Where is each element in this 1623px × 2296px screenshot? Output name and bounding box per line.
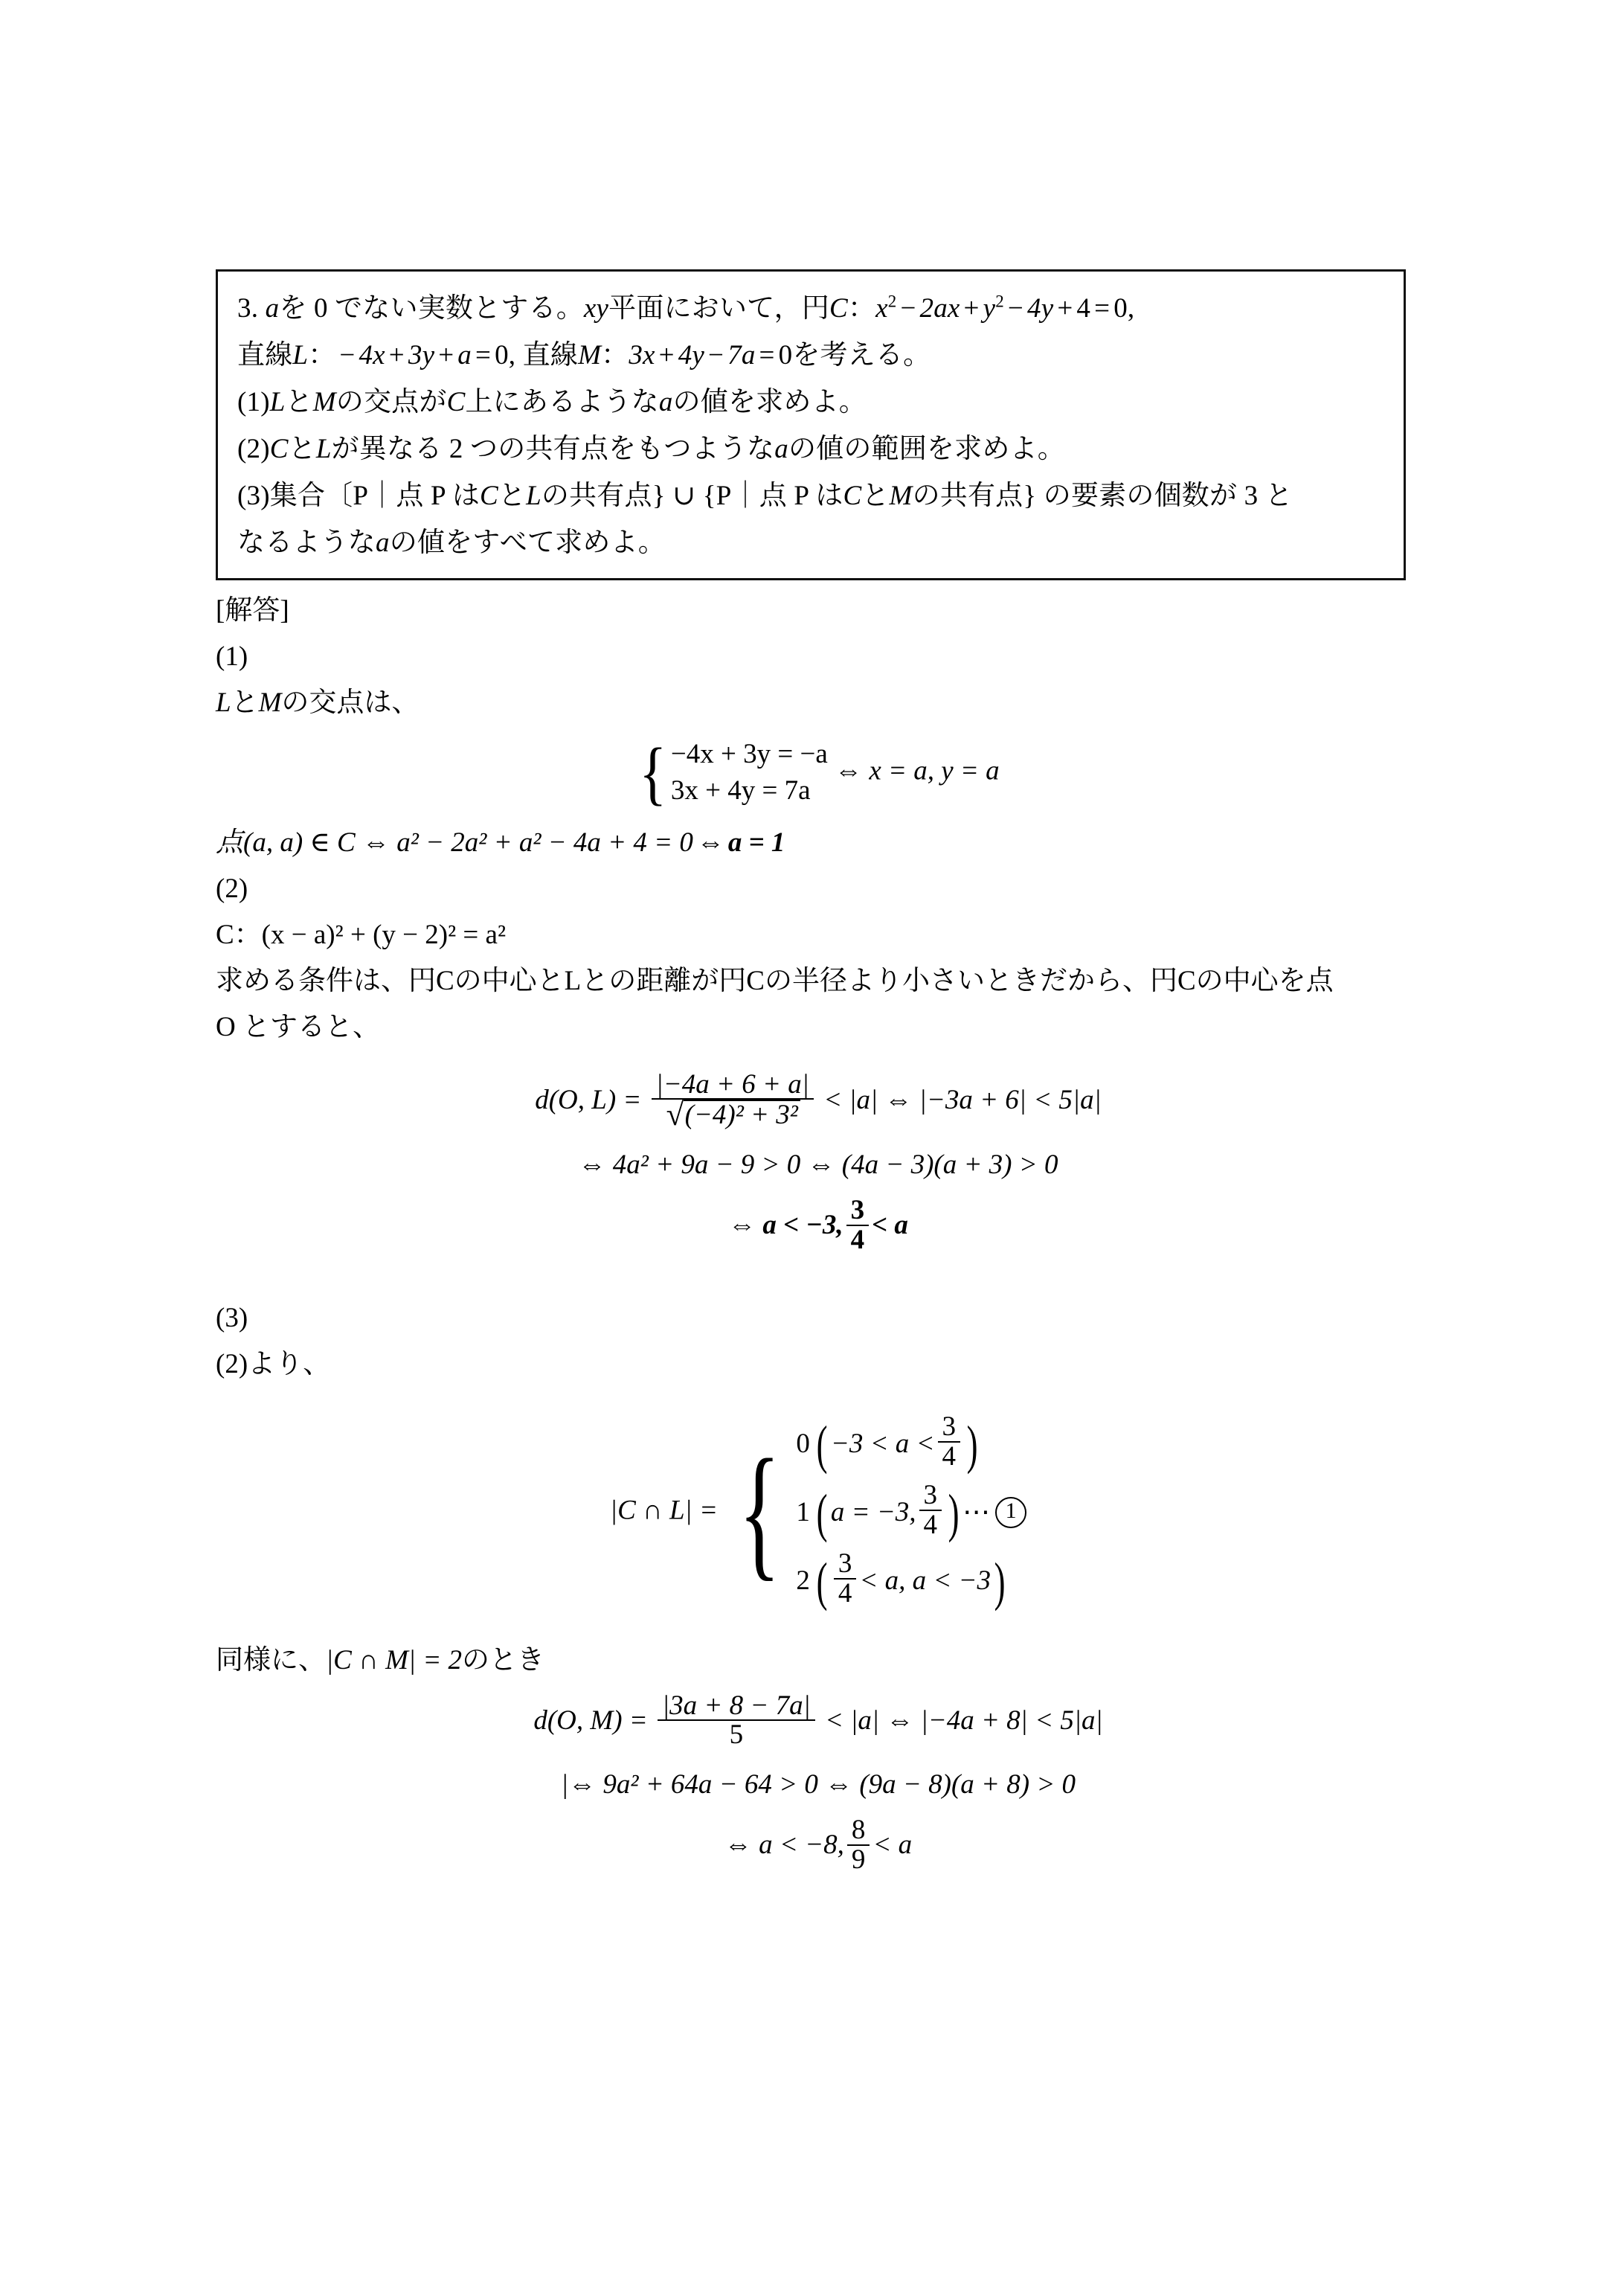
plus-4: + — [438, 340, 454, 371]
cases-row-3 — [796, 1547, 1026, 1615]
part3-answer-fraction — [847, 1816, 870, 1873]
part3-answer-suffix: < a — [872, 1830, 913, 1861]
cases-row-2-frac-num: 3 — [923, 1479, 938, 1510]
cases-rows — [796, 1410, 1026, 1615]
cases-row-1-fraction — [938, 1413, 961, 1470]
spacer-11 — [216, 1808, 1421, 1818]
cases-row-2-value: 1 — [796, 1497, 810, 1528]
part3-label: (3) — [216, 1302, 248, 1333]
var-M-2: M — [312, 387, 336, 417]
q2-prefix: (2) — [237, 434, 270, 464]
part3-step2-expr: |⇔ 9a² + 64a − 64 > 0 ⇔ (9a − 8)(a + 8) > 0 — [560, 1769, 1076, 1800]
var-C-5: C — [843, 481, 862, 511]
part2-label: (2) — [216, 873, 248, 904]
zero-1: 0, — [495, 340, 516, 371]
system-row-2: 3x + 4y = 7a — [670, 775, 811, 806]
distance-L-lhs: d(O, L) = — [535, 1084, 642, 1115]
cases-row-2-frac-den: 4 — [919, 1510, 942, 1539]
reference-number-circled: 1 — [995, 1497, 1026, 1528]
term-4y: 4y — [1027, 293, 1054, 324]
part1-intro-tail: の交点は、 — [281, 687, 420, 718]
part3-from2: (2)より、 — [216, 1348, 331, 1379]
similarly-prefix: 同様に、 — [216, 1644, 326, 1675]
cases-row-1-frac-den: 4 — [938, 1441, 961, 1471]
union-symbol: ∪ — [672, 481, 696, 511]
plus-5: + — [658, 340, 675, 371]
spacer-9 — [216, 1684, 1421, 1694]
var-C-1: C — [829, 293, 848, 324]
distance-M-relation: < |a| ⇔ |−4a + 8| < 5|a| — [825, 1705, 1103, 1736]
colon-1: ： — [847, 293, 876, 324]
q3-mid5: の共有点} の要素の個数が 3 と — [912, 481, 1293, 511]
minus-1: − — [900, 293, 916, 324]
var-M-1: M — [578, 340, 602, 371]
cases-row-2-fraction — [919, 1481, 942, 1539]
part3-answer-frac-num: 8 — [851, 1815, 866, 1846]
var-M-4: M — [258, 687, 282, 718]
distance-M-lhs: d(O, M) = — [533, 1705, 648, 1736]
problem-line-4 — [237, 426, 1384, 472]
cases-row-3-value: 2 — [796, 1565, 810, 1597]
distance-M-numerator: |3a + 8 − 7a| — [661, 1690, 811, 1721]
spacer-3 — [216, 1051, 1421, 1073]
term-7a-1: 7a — [727, 340, 756, 371]
circle-label: 円 — [801, 293, 830, 324]
term-2ax: 2ax — [919, 293, 960, 324]
paren-open-3: ( — [816, 1551, 828, 1612]
distance-L-fraction — [652, 1068, 814, 1131]
var-C-4: C — [480, 481, 498, 511]
part3-similarly-line — [216, 1638, 1421, 1684]
plus-2: + — [1057, 293, 1073, 324]
var-L-1: L — [292, 340, 309, 371]
plus-3: + — [388, 340, 405, 371]
cases-row-1 — [796, 1410, 1026, 1478]
var-L-5: L — [216, 687, 231, 718]
paren-close-2: ) — [948, 1483, 960, 1543]
problem-statement-box — [216, 269, 1406, 580]
spacer-7 — [216, 1388, 1421, 1410]
term-4x-1: 4x — [359, 340, 385, 371]
similarly-suffix: のとき — [462, 1644, 545, 1675]
var-M-3: M — [889, 481, 913, 511]
spacer-8 — [216, 1615, 1421, 1638]
term-3x-1: 3x — [629, 340, 655, 371]
part2-step2-expr: ⇔ 4a² + 9a − 9 > 0 ⇔ (4a − 3)(a + 3) > 0 — [578, 1149, 1058, 1181]
spacer-6 — [216, 1257, 1421, 1295]
part3-answer-prefix: ⇔ a < −8, — [724, 1830, 844, 1861]
part2-condition-line-1: 求める条件は、円Cの中心とLとの距離が円Cの半径より小さいときだから、円Cの中心を点 — [216, 965, 1334, 996]
part2-circle-standard-form: C：(x − a)² + (y − 2)² = a² — [216, 919, 507, 950]
colon-3: ： — [601, 340, 629, 371]
part2-answer-line — [216, 1195, 1421, 1256]
spacer-1 — [216, 726, 1421, 737]
cases-lhs: |C ∩ L| = — [609, 1495, 718, 1526]
cases-row-1-cond-prefix: −3 < a < — [830, 1428, 935, 1460]
cases-row-3-frac-den: 4 — [834, 1578, 857, 1608]
zero-2: 0 — [778, 340, 793, 371]
part2-distance-equation — [216, 1068, 1421, 1132]
part2-answer-frac-num: 3 — [850, 1195, 865, 1226]
part2-step2 — [216, 1142, 1421, 1188]
spacer-2 — [216, 809, 1421, 820]
paren-close-1: ) — [966, 1414, 978, 1475]
linear-system — [637, 733, 828, 812]
part3-answer-frac-den: 9 — [847, 1844, 870, 1874]
q3-mid3: {P｜点 P は — [702, 481, 843, 511]
line-label-L: 直線 — [237, 340, 293, 371]
ellipsis-tag: ⋯ — [962, 1497, 993, 1528]
part3-cases-equation — [216, 1410, 1421, 1615]
minus-3: − — [339, 340, 356, 371]
term-3y-1: 3y — [408, 340, 435, 371]
var-L-3: L — [315, 434, 332, 464]
sqrt-radicand: (−4)² + 3² — [684, 1100, 800, 1129]
exp-2-b: 2 — [995, 292, 1004, 311]
var-C-2: C — [446, 387, 466, 417]
var-L-2: L — [269, 387, 286, 417]
var-a-1: a — [265, 293, 280, 324]
problem-text-2: 平面において， — [608, 293, 802, 324]
cases-system — [724, 1410, 1026, 1615]
colon-2: ： — [308, 340, 336, 371]
var-L-4: L — [526, 481, 541, 511]
sqrt-icon — [666, 1100, 800, 1129]
q3-mid2: の共有点} — [541, 481, 666, 511]
cases-row-2-cond-prefix: a = −3, — [830, 1497, 916, 1528]
distance-L-relation: < |a| ⇔ |−3a + 6| < 5|a| — [823, 1084, 1102, 1115]
line-label-M: 直線 — [522, 340, 579, 371]
system-rows — [671, 737, 828, 809]
cases-row-1-value: 0 — [796, 1428, 810, 1460]
var-a-3: a — [658, 387, 673, 417]
part2-answer-prefix: ⇔ a < −3, — [728, 1210, 843, 1241]
cases-row-3-cond-suffix: < a, a < −3 — [859, 1565, 992, 1597]
part2-answer-suffix: < a — [872, 1210, 908, 1241]
q3-mid4: と — [861, 481, 890, 511]
q1-mid1: と — [285, 387, 313, 417]
spacer-5 — [216, 1188, 1421, 1199]
cases-row-3-fraction — [834, 1550, 857, 1607]
cases-row-3-frac-num: 3 — [838, 1548, 852, 1579]
part1-point-line — [216, 820, 1421, 866]
left-brace-icon: { — [639, 733, 667, 812]
equals-3: = — [759, 340, 775, 371]
var-C-3: C — [269, 434, 289, 464]
system-result: ⇔ x = a, y = a — [835, 755, 1000, 786]
problem-line-2 — [237, 332, 1384, 379]
problem-line-6 — [237, 519, 1384, 566]
part3-step2 — [216, 1762, 1421, 1808]
problem-line-1 — [237, 285, 1384, 332]
term-4y-1: 4y — [678, 340, 705, 371]
problem-text-1: を 0 でない実数とする。 — [279, 293, 584, 324]
spacer-4 — [216, 1132, 1421, 1142]
q3-tail-2: の値をすべて求めよ。 — [389, 527, 666, 558]
q1-tail: の値を求めよ。 — [672, 387, 867, 417]
q1-mid2: の交点が — [335, 387, 447, 417]
and-1: と — [231, 687, 259, 718]
minus-4: − — [708, 340, 724, 371]
paren-close-3: ) — [994, 1551, 1006, 1612]
system-row-1: −4x + 3y = −a — [670, 739, 828, 769]
problem-text-3: を考える。 — [792, 340, 931, 371]
plus-1: + — [963, 293, 980, 324]
solution-body — [216, 588, 1421, 1876]
paren-open-1: ( — [816, 1414, 828, 1475]
xy-plane-var: xy — [583, 293, 609, 324]
q1-prefix: (1) — [237, 387, 270, 417]
distance-L-numerator: |−4a + 6 + a| — [655, 1068, 809, 1100]
cases-row-1-frac-num: 3 — [942, 1411, 957, 1442]
minus-2: − — [1007, 293, 1023, 324]
equals-1: = — [1094, 293, 1111, 324]
problem-line-3 — [237, 379, 1384, 426]
exp-2-a: 2 — [887, 292, 897, 311]
part3-answer-line — [216, 1815, 1421, 1876]
part1-intro — [216, 680, 1421, 726]
q2-tail: の値の範囲を求めよ。 — [788, 434, 1065, 464]
q2-mid2: が異なる 2 つの共有点をもつような — [331, 434, 775, 464]
part2-answer-frac-den: 4 — [846, 1225, 870, 1254]
const-4: 4 — [1076, 293, 1091, 324]
problem-number: 3. — [237, 293, 266, 324]
left-brace-tall-icon: { — [739, 1429, 781, 1594]
equals-2: = — [475, 340, 492, 371]
part1-system-equation — [216, 733, 1421, 812]
var-y-1: y — [983, 293, 996, 324]
paren-open-2: ( — [816, 1483, 828, 1543]
part3-distance-equation — [216, 1690, 1421, 1751]
problem-line-5 — [237, 472, 1384, 519]
zero-comma-1: 0, — [1113, 293, 1135, 324]
solution-heading: [解答] — [216, 595, 289, 626]
q3-prefix: (3)集合〔P｜点 P は — [237, 481, 481, 511]
part2-condition-line-2: O とすると、 — [216, 1011, 380, 1042]
similarly-expr: |C ∩ M| = 2 — [326, 1644, 463, 1675]
part1-label: (1) — [216, 641, 248, 672]
distance-M-denominator: 5 — [658, 1719, 815, 1749]
q3-mid1: と — [498, 481, 527, 511]
var-a-5: a — [376, 527, 390, 558]
distance-L-denominator — [652, 1098, 814, 1129]
part2-answer-fraction — [846, 1196, 870, 1254]
part1-answer: a = 1 — [727, 827, 785, 858]
point-membership-prefix: 点(a, a) ∈ C ⇔ — [216, 827, 397, 858]
cases-row-2 — [796, 1478, 1026, 1547]
q1-mid3: 上にあるような — [465, 387, 659, 417]
var-x-1: x — [875, 293, 888, 324]
arrow-iff-1: ⇔ — [696, 827, 724, 858]
point-expr: a² − 2a² + a² − 4a + 4 = 0 — [396, 827, 693, 858]
spacer-10 — [216, 1751, 1421, 1762]
q2-mid1: と — [288, 434, 316, 464]
var-a-2: a — [457, 340, 472, 371]
var-a-4: a — [774, 434, 788, 464]
q3-tail-1: なるような — [237, 527, 376, 558]
distance-M-fraction — [658, 1692, 815, 1749]
